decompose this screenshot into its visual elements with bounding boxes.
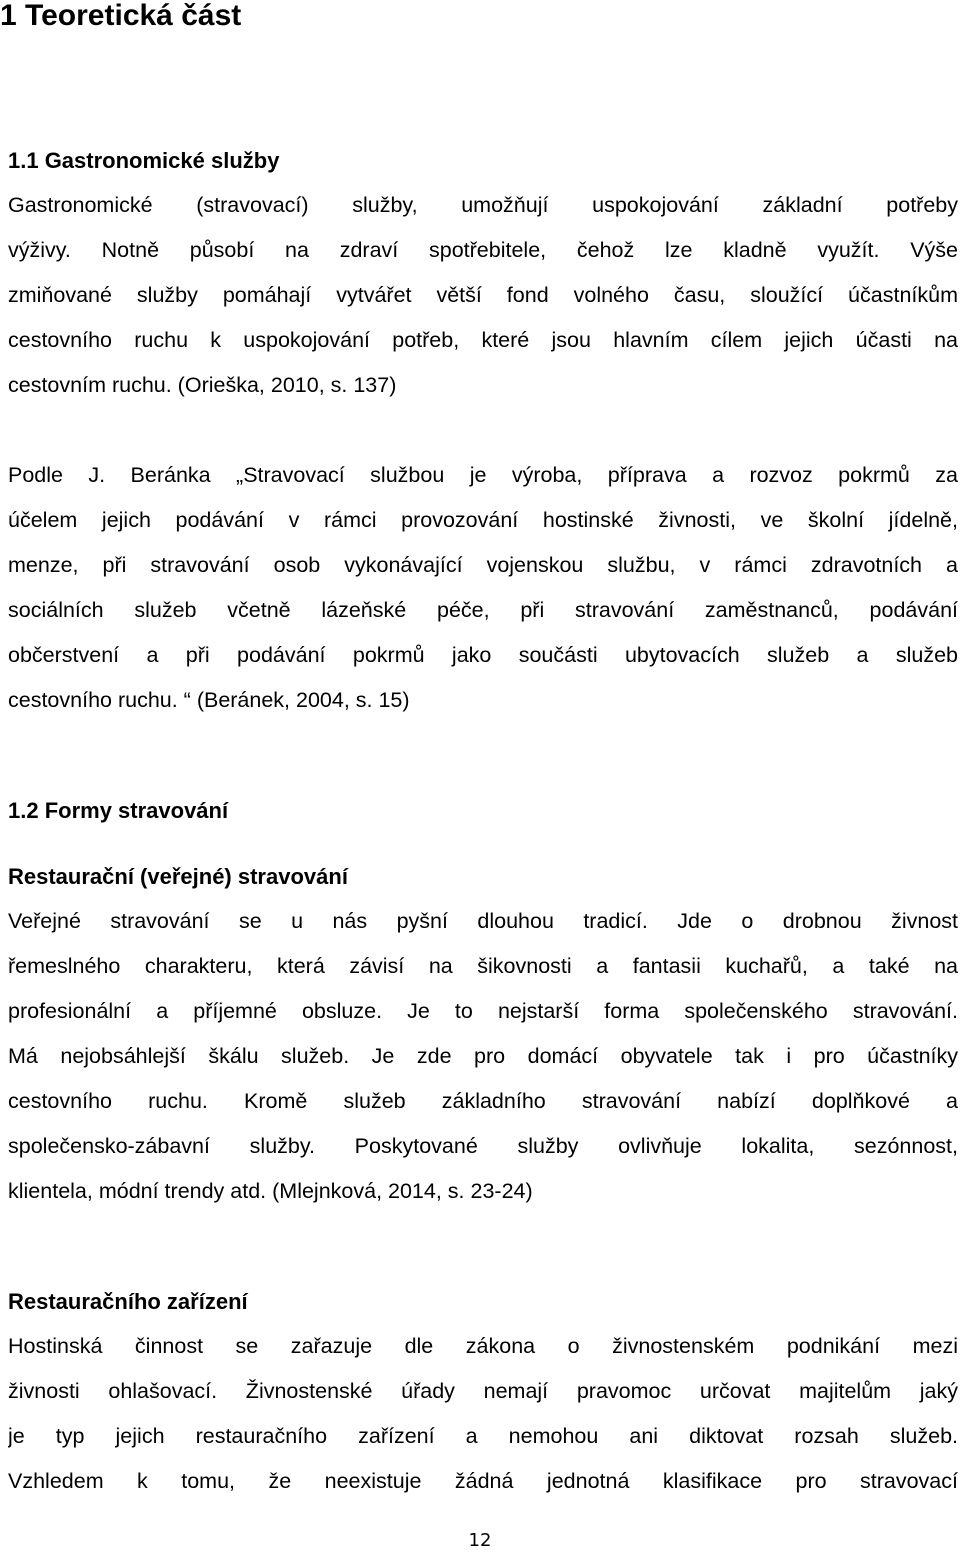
paragraph-public-catering	[8, 899, 958, 1214]
section-heading-1-1: 1.1 Gastronomické služby	[8, 148, 280, 173]
text-line: profesionální a příjemné obsluze. Je to nejstarší forma společenského stravování.	[8, 999, 958, 1023]
page-number: 12	[468, 1530, 492, 1551]
text-line: Má nejobsáhlejší škálu služeb. Je zde pro domácí obyvatele tak i pro účastníky	[8, 1044, 958, 1068]
text-line: účelem jejich podávání v rámci provozování hostinské živnosti, ve školní jídelně,	[8, 508, 958, 532]
text-line: občerstvení a při podávání pokrmů jako součásti ubytovacích služeb a služeb	[8, 643, 958, 667]
text-line: zmiňované služby pomáhají vytvářet větší fond volného času, sloužící účastníkům	[8, 283, 958, 307]
text-line: Hostinská činnost se zařazuje dle zákona o živnostenském podnikání mezi	[8, 1334, 958, 1358]
text-line: je typ jejich restauračního zařízení a nemohou ani diktovat rozsah služeb.	[8, 1424, 958, 1448]
text-line: Veřejné stravování se u nás pyšní dlouhou tradicí. Jde o drobnou živnost	[8, 909, 958, 933]
text-line: sociálních služeb včetně lázeňské péče, při stravování zaměstnanců, podávání	[8, 598, 958, 622]
text-line: řemeslného charakteru, která závisí na šikovnosti a fantasii kuchařů, a také na	[8, 954, 958, 978]
text-line: cestovního ruchu. Kromě služeb základního stravování nabízí doplňkové a	[8, 1089, 958, 1113]
paragraph-beranek-quote	[8, 453, 958, 723]
chapter-heading: 1 Teoretická část	[0, 0, 242, 32]
text-line: cestovního ruchu. “ (Beránek, 2004, s. 15)	[8, 688, 410, 712]
text-line: menze, při stravování osob vykonávající vojenskou službu, v rámci zdravotních a	[8, 553, 958, 577]
subsection-heading-restaurant-catering: Restaurační (veřejné) stravování	[8, 864, 348, 889]
text-line: Gastronomické (stravovací) služby, umožňují uspokojování základní potřeby	[8, 193, 958, 217]
text-line: cestovního ruchu k uspokojování potřeb, které jsou hlavním cílem jejich účasti na	[8, 328, 958, 352]
subsection-heading-restaurant-facilities: Restauračního zařízení	[8, 1289, 248, 1314]
text-line: Vzhledem k tomu, že neexistuje žádná jednotná klasifikace pro stravovací	[8, 1469, 958, 1493]
paragraph-gastronomic-services	[8, 183, 958, 408]
text-line: cestovním ruchu. (Orieška, 2010, s. 137)	[8, 373, 397, 397]
section-heading-1-2: 1.2 Formy stravování	[8, 798, 229, 823]
text-line: živnosti ohlašovací. Živnostenské úřady nemají pravomoc určovat majitelům jaký	[8, 1379, 958, 1403]
text-line: klientela, módní trendy atd. (Mlejnková, 2014, s. 23-24)	[8, 1179, 533, 1203]
paragraph-hospitality-trade	[8, 1324, 958, 1504]
text-line: Podle J. Beránka „Stravovací službou je výroba, příprava a rozvoz pokrmů za	[8, 463, 958, 487]
text-line: výživy. Notně působí na zdraví spotřebitele, čehož lze kladně využít. Výše	[8, 238, 958, 262]
text-line: společensko-zábavní služby. Poskytované služby ovlivňuje lokalita, sezónnost,	[8, 1134, 958, 1158]
